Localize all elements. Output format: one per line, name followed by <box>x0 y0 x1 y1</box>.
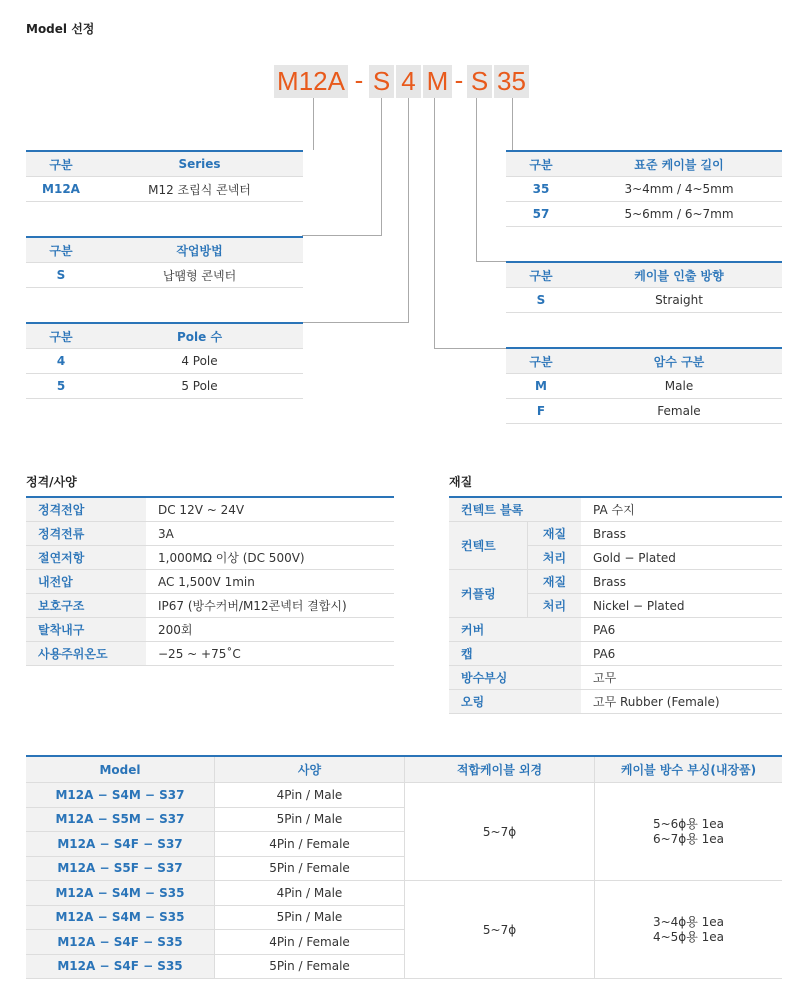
value-cell: 200회 <box>146 618 394 642</box>
gender-table <box>506 347 782 424</box>
label-cell: 정격전류 <box>26 522 146 546</box>
label-cell: 탈착내구 <box>26 618 146 642</box>
table-row <box>26 618 394 642</box>
header-cell: 표준 케이블 길이 <box>576 151 782 177</box>
code-series: M12A <box>274 65 348 98</box>
value-cell: 5 Pole <box>96 374 303 399</box>
header-cell: 케이블 인출 방향 <box>576 262 782 288</box>
header-cell: Model <box>26 756 215 783</box>
table-row <box>26 570 394 594</box>
sub-label-cell: 처리 <box>528 546 582 570</box>
spec-cell: 5Pin / Female <box>215 856 405 881</box>
code-cell: 35 <box>506 177 576 202</box>
page-title: Model 선정 <box>26 22 95 36</box>
table-row <box>26 522 394 546</box>
table-row <box>449 522 782 546</box>
series-table <box>26 150 303 202</box>
spec-cell: 4Pin / Female <box>215 832 405 857</box>
cable-cell: 5~7ϕ <box>405 783 595 881</box>
table-row <box>449 497 782 522</box>
model-cell: M12A − S4F − S35 <box>26 954 215 979</box>
value-cell: 3A <box>146 522 394 546</box>
code-cell: S <box>506 288 576 313</box>
table-row <box>506 177 782 202</box>
rating-table <box>26 496 394 666</box>
table-row <box>26 177 303 202</box>
table-row <box>449 570 782 594</box>
material-title: 재질 <box>449 475 473 489</box>
header-cell: 구분 <box>506 348 576 374</box>
header-cell: 구분 <box>26 151 96 177</box>
label-cell: 방수부싱 <box>449 666 581 690</box>
header-cell: 적합케이블 외경 <box>405 756 595 783</box>
code-cell: F <box>506 399 576 424</box>
cable-cell: 5~7ϕ <box>405 881 595 979</box>
header-cell: 구분 <box>26 323 96 349</box>
table-row <box>26 783 782 808</box>
value-cell: Nickel − Plated <box>581 594 782 618</box>
table-row <box>26 497 394 522</box>
table-row <box>26 594 394 618</box>
code-dash: - <box>354 65 364 95</box>
table-row <box>26 374 303 399</box>
code-dash: - <box>454 65 464 95</box>
value-cell: 고무 Rubber (Female) <box>581 690 782 714</box>
value-cell: M12 조립식 콘넥터 <box>96 177 303 202</box>
label-cell: 컨텍트 블록 <box>449 497 581 522</box>
value-cell: 5~6mm / 6~7mm <box>576 202 782 227</box>
label-cell: 커플링 <box>449 570 528 618</box>
model-cell: M12A − S4M − S35 <box>26 905 215 930</box>
table-row <box>449 690 782 714</box>
table-row <box>26 349 303 374</box>
value-cell: Gold − Plated <box>581 546 782 570</box>
code-cell: M <box>506 374 576 399</box>
value-cell: Male <box>576 374 782 399</box>
label-cell: 오링 <box>449 690 581 714</box>
spec-cell: 4Pin / Male <box>215 881 405 906</box>
sub-label-cell: 재질 <box>528 570 582 594</box>
spec-cell: 5Pin / Male <box>215 807 405 832</box>
code-cell: 57 <box>506 202 576 227</box>
label-cell: 캡 <box>449 642 581 666</box>
spec-cell: 5Pin / Female <box>215 954 405 979</box>
table-row <box>506 374 782 399</box>
value-cell: 3~4mm / 4~5mm <box>576 177 782 202</box>
material-table <box>449 496 782 714</box>
label-cell: 정격전압 <box>26 497 146 522</box>
code-cell: M12A <box>26 177 96 202</box>
method-table <box>26 236 303 288</box>
header-cell: 사양 <box>215 756 405 783</box>
model-cell: M12A − S5F − S37 <box>26 856 215 881</box>
value-cell: Brass <box>581 570 782 594</box>
model-cell: M12A − S4F − S35 <box>26 930 215 955</box>
rating-title: 정격/사양 <box>26 475 77 489</box>
value-cell: DC 12V ~ 24V <box>146 497 394 522</box>
spec-cell: 4Pin / Female <box>215 930 405 955</box>
header-cell: 구분 <box>26 237 96 263</box>
pole-table <box>26 322 303 399</box>
code-gender: M <box>423 65 452 98</box>
value-cell: IP67 (방수커버/M12콘넥터 결합시) <box>146 594 394 618</box>
bushing-cell: 5~6ϕ용 1ea 6~7ϕ용 1ea <box>595 783 783 881</box>
label-cell: 절연저항 <box>26 546 146 570</box>
label-cell: 커버 <box>449 618 581 642</box>
value-cell: Straight <box>576 288 782 313</box>
spec-cell: 5Pin / Male <box>215 905 405 930</box>
header-cell: Pole 수 <box>96 323 303 349</box>
table-row <box>26 642 394 666</box>
spec-cell: 4Pin / Male <box>215 783 405 808</box>
value-cell: −25 ~ +75˚C <box>146 642 394 666</box>
value-cell: 4 Pole <box>96 349 303 374</box>
label-cell: 보호구조 <box>26 594 146 618</box>
model-cell: M12A − S4M − S37 <box>26 783 215 808</box>
table-row <box>506 288 782 313</box>
header-cell: 구분 <box>506 151 576 177</box>
table-row <box>26 546 394 570</box>
code-method: S <box>369 65 394 98</box>
code-cell: 4 <box>26 349 96 374</box>
header-cell: 구분 <box>506 262 576 288</box>
header-cell: 작업방법 <box>96 237 303 263</box>
label-cell: 컨텍트 <box>449 522 528 570</box>
value-cell: 1,000MΩ 이상 (DC 500V) <box>146 546 394 570</box>
value-cell: PA 수지 <box>581 497 782 522</box>
direction-table <box>506 261 782 313</box>
model-list-table <box>26 755 782 979</box>
value-cell: PA6 <box>581 618 782 642</box>
model-cell: M12A − S4M − S35 <box>26 881 215 906</box>
label-cell: 사용주위온도 <box>26 642 146 666</box>
table-row <box>26 263 303 288</box>
code-cell: 5 <box>26 374 96 399</box>
model-cell: M12A − S4F − S37 <box>26 832 215 857</box>
table-row <box>449 666 782 690</box>
code-direction: S <box>467 65 492 98</box>
table-row <box>506 202 782 227</box>
value-cell: 고무 <box>581 666 782 690</box>
table-row <box>449 618 782 642</box>
value-cell: PA6 <box>581 642 782 666</box>
header-cell: 케이블 방수 부싱(내장품) <box>595 756 783 783</box>
code-length: 35 <box>494 65 529 98</box>
sub-label-cell: 재질 <box>528 522 582 546</box>
header-cell: Series <box>96 151 303 177</box>
value-cell: AC 1,500V 1min <box>146 570 394 594</box>
code-pole: 4 <box>396 65 421 98</box>
table-row <box>26 881 782 906</box>
table-row <box>449 642 782 666</box>
label-cell: 내전압 <box>26 570 146 594</box>
value-cell: Female <box>576 399 782 424</box>
value-cell: 납땜형 콘넥터 <box>96 263 303 288</box>
value-cell: Brass <box>581 522 782 546</box>
header-cell: 암수 구분 <box>576 348 782 374</box>
code-cell: S <box>26 263 96 288</box>
bushing-cell: 3~4ϕ용 1ea 4~5ϕ용 1ea <box>595 881 783 979</box>
table-row <box>506 399 782 424</box>
sub-label-cell: 처리 <box>528 594 582 618</box>
model-cell: M12A − S5M − S37 <box>26 807 215 832</box>
cable-length-table <box>506 150 782 227</box>
